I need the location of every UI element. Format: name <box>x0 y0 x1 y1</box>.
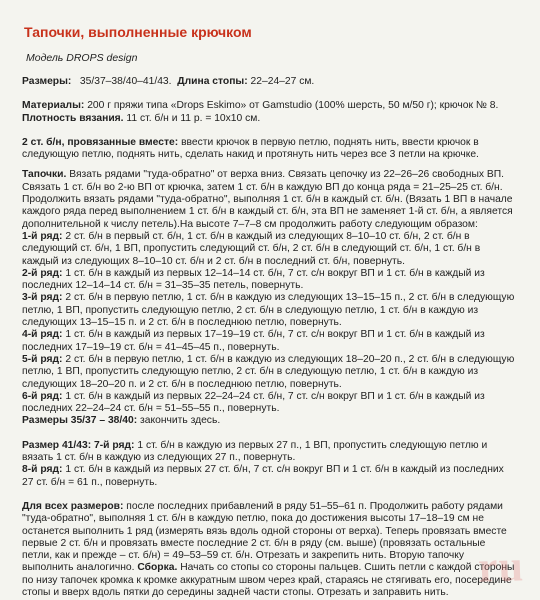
density-text: 11 ст. б/н и 11 р. = 10х10 см. <box>126 112 261 124</box>
slippers-label: Тапочки. <box>22 169 67 181</box>
materials-section <box>22 100 518 125</box>
sizes-section <box>22 76 518 88</box>
row-5-text: 2 ст. б/н в первую петлю, 1 ст. б/н в каждую из следующих 18–20–20 п., 2 ст. б/н в следующую петлю, 1 ВП, пропустить следующую петлю, 2 ст. б/н в следующую петлю, 1 ст. б/н в каждую из следующих 18–20–20 п. и 2 ст. б/н в последнюю петлю, повернуть. <box>22 353 515 390</box>
row-2-text: 1 ст. б/н в каждый из первых 12–14–14 ст. б/н, 7 ст. с/н вокруг ВП и 1 ст. б/н в каждый из последних 12–14–14 ст. б/н = 31–35–35 петель, повернуть. <box>22 267 485 292</box>
slippers-section <box>22 169 518 427</box>
foot-length-label: Длина стопы: <box>177 76 248 87</box>
row-8-text: 1 ст. б/н в каждый из первых 27 ст. б/н, 7 ст. с/н вокруг ВП и 1 ст. б/н в каждый из последних 27 ст. б/н = 61 п., повернуть. <box>22 464 504 488</box>
sizes-close-label: Размеры 35/37 – 38/40: <box>22 415 138 427</box>
sizes-label: Размеры: <box>22 76 72 87</box>
model-credit: Модель DROPS design <box>26 52 138 64</box>
together-text: ввести крючок в первую петлю, поднять нить, ввести крючок в следующую петлю, поднять нить, сделать накид и протянуть нить через все 3 петли на крючке. <box>22 136 479 161</box>
row-1-label: 1-й ряд: <box>22 230 63 242</box>
density-label: Плотность вязания. <box>22 112 124 124</box>
row-6-label: 6-й ряд: <box>22 390 63 402</box>
row-8-label: 8-й ряд: <box>22 464 63 476</box>
materials-label: Материалы: <box>22 100 85 112</box>
row-3-text: 2 ст. б/н в первую петлю, 1 ст. б/н в каждую из следующих 13–15–15 п., 2 ст. б/н в следующую петлю, 1 ВП, пропустить следующую петлю, 2 ст. б/н в следующую петлю, 1 ст. б/н в каждую из следующих 13–15–15 п. и 2 ст. б/н в последнюю петлю, повернуть. <box>22 292 515 329</box>
row-1-text: 2 ст. б/н в первый ст. б/н, 1 ст. б/н в каждый из следующих 8–10–10 ст. б/н, 2 ст. б/н в следующий ст. б/н, 1 ВП, пропустить следующий ст. б/н, 2 ст. б/н в следующий ст. б/н, 1 ст. б/н в каждый из следующих 8–10–10 ст. б/н и 2 ст. б/н в последний ст. б/н, повернуть. <box>22 230 481 267</box>
all-sizes-section <box>22 501 518 599</box>
row-4-label: 4-й ряд: <box>22 329 63 341</box>
row-5-label: 5-й ряд: <box>22 353 63 365</box>
row-3-label: 3-й ряд: <box>22 292 63 304</box>
row-6-text: 1 ст. б/н в каждый из первых 22–24–24 ст. б/н, 7 ст. с/н вокруг ВП и 1 ст. б/н в каждый из последних 22–24–24 ст. б/н = 51–55–55 п., повернуть. <box>22 390 485 415</box>
slippers-intro: Вязать рядами "туда-обратно" от верха вниз. Связать цепочку из 22–26–26 свободных ВП. Связать 1 ст. б/н во 2-ю ВП от крючка, затем 1 ст. б/н в каждую ВП до конца ряда = 21–25–25 ст. б/н. Продолжить вязать рядами "туда-обратно", выполняя 1 ст. б/н в каждый ст. б/н. (Вязать 1 ВП в начале каждого ряда перед выполнением 1 ст. б/н в каждый ст. б/н, эта ВП не заменяет 1-й ст. б/н, а является дополнительной к числу петель).На высоте 7–7–8 см продолжить работу следующим образом: <box>22 169 513 230</box>
row-2-label: 2-й ряд: <box>22 267 63 279</box>
site-watermark: ru <box>477 541 525 592</box>
sizes-values: 35/37–38/40–41/43. <box>79 76 172 87</box>
together-section <box>22 137 518 162</box>
page-title: Тапочки, выполненные крючком <box>24 24 252 40</box>
foot-length-values: 22–24–27 см. <box>250 76 315 87</box>
assembly-label: Сборка. <box>137 562 178 574</box>
sizes-close-text: закончить здесь. <box>140 415 221 427</box>
size-41-43-label: Размер 41/43: 7-й ряд: <box>22 439 135 451</box>
all-sizes-text: после последних прибавлений в ряду 51–55–61 п. Продолжить работу рядами "туда-обратно", выполняя 1 ст. б/н в каждую петлю, пока до достижения высоты 17–18–19 см не останется выполнить 1 ряд (измерять вязь вдоль одной стороны от верха). Теперь провязать вместе первые 2 ст. б/н и провязать вместе последние 2 ст. б/н в ряду (см. выше) (провязать остальные петли, как и прежде – ст. б/н) = 49–53–59 ст. б/н. Отрезать и закрепить нить. Вторую тапочку выполнить аналогично. <box>22 500 507 574</box>
row-7-text: 1 ст. б/н в каждую из первых 27 п., 1 ВП, пропустить следующую петлю и вязать 1 ст. б/н в каждую из следующих 27 п., повернуть. <box>22 439 488 464</box>
materials-text: 200 г пряжи типа «Drops Eskimo» от Gamstudio (100% шерсть, 50 м/50 г); крючок № 8. <box>87 100 499 112</box>
all-sizes-label: Для всех размеров: <box>22 500 124 512</box>
together-label: 2 ст. б/н, провязанные вместе: <box>22 136 179 148</box>
row-4-text: 1 ст. б/н в каждый из первых 17–19–19 ст. б/н, 7 ст. с/н вокруг ВП и 1 ст. б/н в каждый из последних 17–19–19 ст. б/н = 41–45–45 п., повернуть. <box>22 329 485 353</box>
assembly-text: Начать со стопы со стороны пальцев. Сшить петли с каждой стороны по низу тапочек кромка к кромке аккуратным швом через край, стараясь не стягивать его, посередине стопы и вверх вдоль пятки до середины задней части стопы. Отрезать и заправить нить. <box>22 562 515 598</box>
size-41-43-section <box>22 440 518 489</box>
